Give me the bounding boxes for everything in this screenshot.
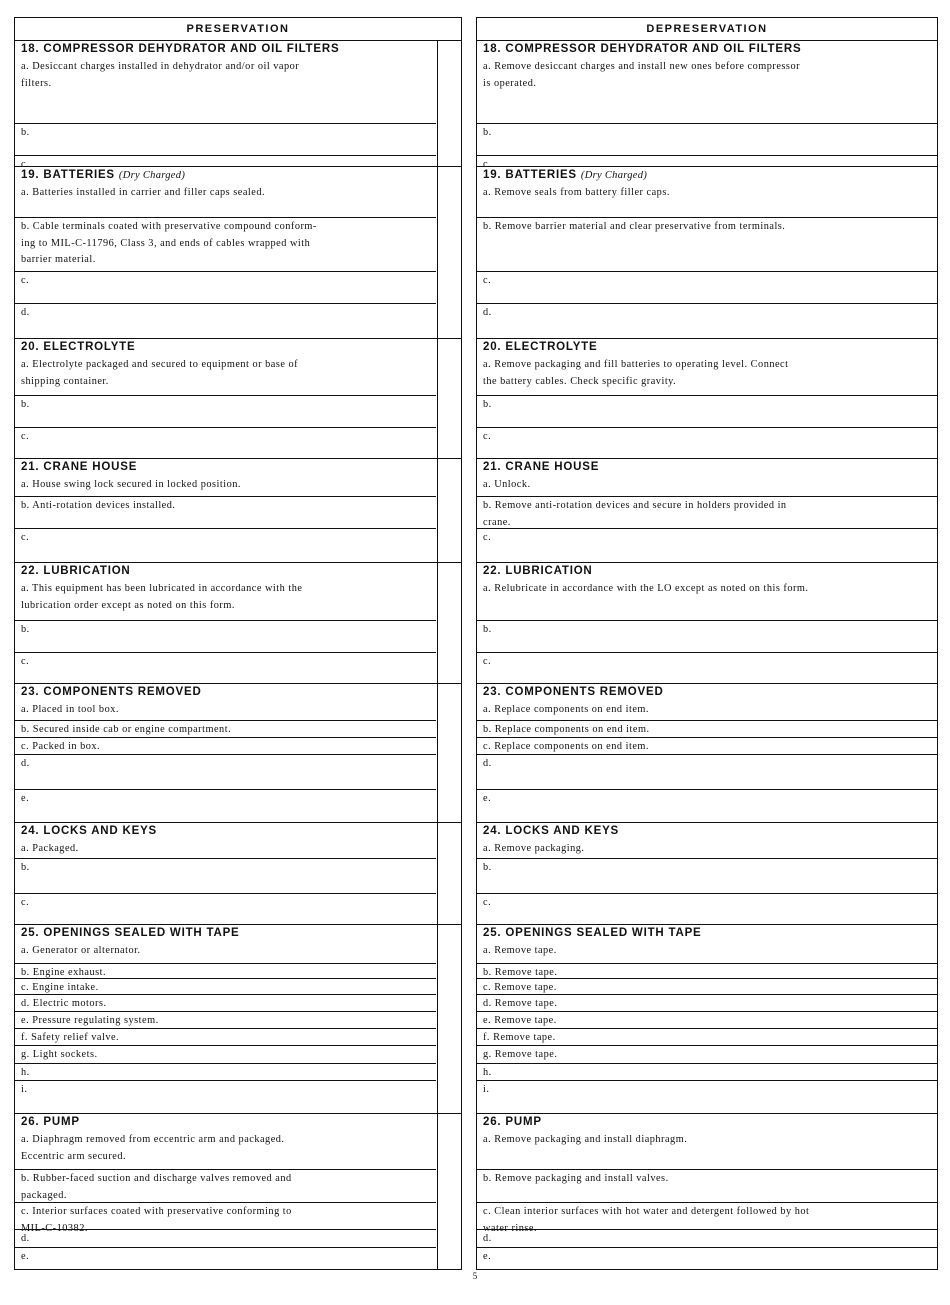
form-row-text: b. Remove tape. (483, 967, 558, 978)
form-row-text: g. Light sockets. (21, 1049, 98, 1060)
section-subtitle: (Dry Charged) (118, 170, 186, 181)
depreservation-section (477, 683, 937, 823)
form-row-text: c. (21, 159, 30, 170)
form-row-text: a. Remove packaging and fill batteries to operating level. Connect the battery cables. Check specific gravity. (483, 359, 789, 387)
depreservation-section (477, 1113, 937, 1272)
form-row-text: b. Cable terminals coated with preservative compound conform- ing to MIL-C-11796, Class 3, and ends of cables wrapped with barrier material. (21, 221, 317, 265)
form-row (477, 893, 937, 926)
form-row (15, 754, 436, 790)
form-row-text: a. Packaged. (21, 843, 79, 854)
form-row-text: c. (21, 656, 30, 667)
section-title-text: 26. PUMP (483, 1116, 542, 1128)
form-row (477, 978, 937, 995)
form-row-text: a. Diaphragm removed from eccentric arm and packaged. Eccentric arm secured. (21, 1134, 285, 1162)
section-title (21, 565, 131, 577)
form-row-text: c. (21, 532, 30, 543)
section-title (21, 686, 202, 698)
form-row-text: b. Anti-rotation devices installed. (21, 500, 176, 511)
form-row (15, 356, 436, 395)
section-title-text: 18. COMPRESSOR DEHYDRATOR AND OIL FILTERS (483, 43, 802, 55)
form-row-text: a. Remove desiccant charges and install new ones before compressor is operated. (483, 61, 801, 89)
form-row (477, 476, 937, 496)
form-row-text: b. Replace components on end item. (483, 724, 650, 735)
preservation-section (15, 40, 461, 170)
section-title (21, 1116, 80, 1128)
depreservation-section (477, 458, 937, 563)
form-row (15, 1045, 436, 1064)
section-title (483, 825, 619, 837)
preservation-column (14, 17, 462, 1270)
preservation-section (15, 822, 461, 925)
form-row (15, 1131, 436, 1169)
form-row (15, 395, 436, 428)
section-title (483, 927, 702, 939)
form-row-text: c. (483, 656, 492, 667)
form-row-text: d. Electric motors. (21, 998, 107, 1009)
form-row-text: e. (483, 793, 492, 804)
form-row (15, 1247, 436, 1273)
section-title (483, 341, 597, 353)
form-row-text: b. Remove anti-rotation devices and secure in holders provided in crane. (483, 500, 787, 528)
section-title-text: 18. COMPRESSOR DEHYDRATOR AND OIL FILTERS (21, 43, 340, 55)
form-row (477, 496, 937, 529)
form-row (15, 184, 436, 217)
section-title-text: 26. PUMP (21, 1116, 80, 1128)
section-title-text: 21. CRANE HOUSE (21, 461, 138, 473)
form-row (477, 994, 937, 1012)
preservation-section (15, 338, 461, 459)
form-row (477, 652, 937, 685)
depreservation-section (477, 166, 937, 339)
form-row-text: c. (483, 159, 492, 170)
depreservation-section (477, 822, 937, 925)
preservation-section (15, 924, 461, 1114)
form-row-text: c. Remove tape. (483, 982, 557, 993)
form-row-text: f. Safety relief valve. (21, 1032, 120, 1043)
form-page (14, 17, 938, 1270)
form-row-text: e. (21, 1251, 30, 1262)
form-row (477, 271, 937, 304)
section-title-text: 24. LOCKS AND KEYS (21, 825, 158, 837)
section-title (483, 461, 599, 473)
form-row-text: b. Engine exhaust. (21, 967, 107, 978)
form-row-text: c. (21, 897, 30, 908)
form-row (15, 271, 436, 304)
form-row-text: a. Unlock. (483, 479, 531, 490)
form-row (477, 701, 937, 720)
depreservation-column (476, 17, 938, 1270)
form-row (477, 942, 937, 963)
section-title-text: 23. COMPONENTS REMOVED (483, 686, 664, 698)
form-row (15, 963, 436, 979)
form-row (15, 858, 436, 894)
form-row (477, 1045, 937, 1064)
section-title-text: 24. LOCKS AND KEYS (483, 825, 620, 837)
form-row-text: b. Secured inside cab or engine compartment. (21, 724, 232, 735)
form-row-text: f. Remove tape. (483, 1032, 556, 1043)
form-row (477, 620, 937, 653)
form-row-text: c. (483, 431, 492, 442)
form-row (15, 58, 436, 123)
form-row (477, 840, 937, 858)
form-row (15, 1229, 436, 1248)
form-row (15, 1202, 436, 1234)
form-row (477, 789, 937, 824)
form-row (15, 840, 436, 858)
form-row-text: d. (21, 307, 30, 318)
form-row-text: a. Placed in tool box. (21, 704, 119, 715)
form-row-text: b. (483, 862, 492, 873)
form-row-text: b. (483, 399, 492, 410)
section-title-text: 25. OPENINGS SEALED WITH TAPE (483, 927, 702, 939)
form-row-text: b. (483, 624, 492, 635)
form-row-text: a. Remove tape. (483, 945, 557, 956)
form-row-text: c. Clean interior surfaces with hot water and detergent followed by hot water rinse. (483, 1206, 810, 1234)
form-row (477, 1131, 937, 1169)
section-title (21, 43, 339, 55)
form-row-text: c. (21, 431, 30, 442)
section-title-text: 22. LUBRICATION (21, 565, 131, 577)
form-row (477, 184, 937, 217)
form-row (477, 737, 937, 755)
form-row (477, 1247, 937, 1273)
form-row-text: a. Relubricate in accordance with the LO except as noted on this form. (483, 583, 809, 594)
section-title-text: 20. ELECTROLYTE (21, 341, 136, 353)
form-row-text: c. (483, 532, 492, 543)
form-row-text: a. Electrolyte packaged and secured to equipment or base of shipping container. (21, 359, 299, 387)
section-title-text: 20. ELECTROLYTE (483, 341, 598, 353)
form-row (477, 1169, 937, 1203)
section-title-text: 22. LUBRICATION (483, 565, 593, 577)
form-row-text: b. (21, 624, 30, 635)
form-row-text: e. Pressure regulating system. (21, 1015, 159, 1026)
section-title (21, 927, 240, 939)
form-row-text: e. (21, 793, 30, 804)
form-row-text: g. Remove tape. (483, 1049, 558, 1060)
form-row-text: a. Generator or alternator. (21, 945, 141, 956)
form-row-text: i. (21, 1084, 28, 1095)
form-row-text: b. Remove barrier material and clear preservative from terminals. (483, 221, 786, 232)
form-row (477, 1080, 937, 1115)
form-row-text: a. This equipment has been lubricated in accordance with the lubrication order except as noted on this form. (21, 583, 303, 611)
form-row (477, 580, 937, 620)
form-row-text: a. Remove packaging. (483, 843, 585, 854)
preservation-section (15, 1113, 461, 1272)
form-row (477, 1229, 937, 1248)
form-row-text: i. (483, 1084, 490, 1095)
depreservation-section (477, 562, 937, 684)
form-row (477, 754, 937, 790)
form-row (15, 994, 436, 1012)
form-row-text: a. Batteries installed in carrier and filler caps sealed. (21, 187, 266, 198)
form-row (477, 356, 937, 395)
form-row (15, 580, 436, 620)
form-row (15, 496, 436, 529)
preservation-section (15, 458, 461, 563)
form-row-text: c. Interior surfaces coated with preservative conforming to MIL-C-10382. (21, 1206, 292, 1234)
form-row-text: d. Remove tape. (483, 998, 558, 1009)
form-row-text: b. (21, 399, 30, 410)
form-row (15, 303, 436, 340)
section-title-text: 19. BATTERIES (21, 169, 115, 181)
form-row-text: b. (21, 862, 30, 873)
form-row-text: e. (483, 1251, 492, 1262)
depreservation-section (477, 338, 937, 459)
form-row-text: c. (21, 275, 30, 286)
form-row (15, 737, 436, 755)
form-row (477, 427, 937, 460)
preservation-section (15, 562, 461, 684)
form-row (15, 123, 436, 156)
form-row (477, 1011, 937, 1029)
form-row-text: a. Remove packaging and install diaphragm. (483, 1134, 688, 1145)
form-row (477, 1202, 937, 1234)
form-row (477, 963, 937, 979)
form-row-text: d. (21, 1233, 30, 1244)
form-row-text: c. Replace components on end item. (483, 741, 649, 752)
form-row (15, 528, 436, 564)
form-row-text: b. (483, 127, 492, 138)
form-row (477, 395, 937, 428)
form-row (15, 652, 436, 685)
form-row (15, 701, 436, 720)
form-row (15, 1169, 436, 1203)
form-row (477, 303, 937, 340)
form-row (15, 1011, 436, 1029)
page-number: 5 (472, 1271, 478, 1281)
depreservation-header: DEPRESERVATION (477, 18, 937, 41)
section-title (483, 169, 647, 181)
form-row (477, 58, 937, 123)
preservation-header: PRESERVATION (15, 18, 461, 41)
form-row-text: a. Desiccant charges installed in dehydrator and/or oil vapor filters. (21, 61, 300, 89)
section-title (21, 341, 135, 353)
section-title-text: 23. COMPONENTS REMOVED (21, 686, 202, 698)
section-subtitle: (Dry Charged) (580, 170, 648, 181)
form-row-text: h. (21, 1067, 30, 1078)
form-row-text: b. Remove packaging and install valves. (483, 1173, 669, 1184)
form-row (477, 1028, 937, 1046)
section-title (483, 565, 593, 577)
form-row-text: c. (483, 275, 492, 286)
preservation-section (15, 166, 461, 339)
form-row (15, 1080, 436, 1115)
preservation-section (15, 683, 461, 823)
form-row (15, 476, 436, 496)
section-title (483, 43, 801, 55)
section-title (21, 169, 185, 181)
form-row (477, 123, 937, 156)
form-row-text: c. (483, 897, 492, 908)
form-row-text: d. (21, 758, 30, 769)
form-row-text: c. Engine intake. (21, 982, 99, 993)
form-row-text: h. (483, 1067, 492, 1078)
section-title-text: 19. BATTERIES (483, 169, 577, 181)
form-row-text: a. House swing lock secured in locked position. (21, 479, 241, 490)
section-title (21, 825, 157, 837)
form-row (15, 620, 436, 653)
section-title-text: 25. OPENINGS SEALED WITH TAPE (21, 927, 240, 939)
form-row-text: d. (483, 1233, 492, 1244)
form-row (477, 1063, 937, 1081)
section-title (483, 1116, 542, 1128)
form-row (15, 789, 436, 824)
form-row-text: c. Packed in box. (21, 741, 101, 752)
form-row (15, 942, 436, 963)
form-row-text: b. (21, 127, 30, 138)
form-row (15, 720, 436, 738)
form-row-text: b. Rubber-faced suction and discharge valves removed and packaged. (21, 1173, 292, 1201)
section-title (21, 461, 137, 473)
form-row-text: e. Remove tape. (483, 1015, 557, 1026)
form-row (477, 528, 937, 564)
form-row (15, 978, 436, 995)
section-title (483, 686, 664, 698)
form-row-text: d. (483, 758, 492, 769)
form-row (15, 217, 436, 272)
form-row (15, 1028, 436, 1046)
form-row (15, 1063, 436, 1081)
form-row (477, 217, 937, 272)
form-row (15, 427, 436, 460)
form-row-text: a. Remove seals from battery filler caps. (483, 187, 670, 198)
depreservation-section (477, 40, 937, 170)
form-row-text: a. Replace components on end item. (483, 704, 649, 715)
depreservation-section (477, 924, 937, 1114)
section-title-text: 21. CRANE HOUSE (483, 461, 600, 473)
form-row (15, 893, 436, 926)
form-row (477, 858, 937, 894)
form-row-text: d. (483, 307, 492, 318)
form-row (477, 720, 937, 738)
